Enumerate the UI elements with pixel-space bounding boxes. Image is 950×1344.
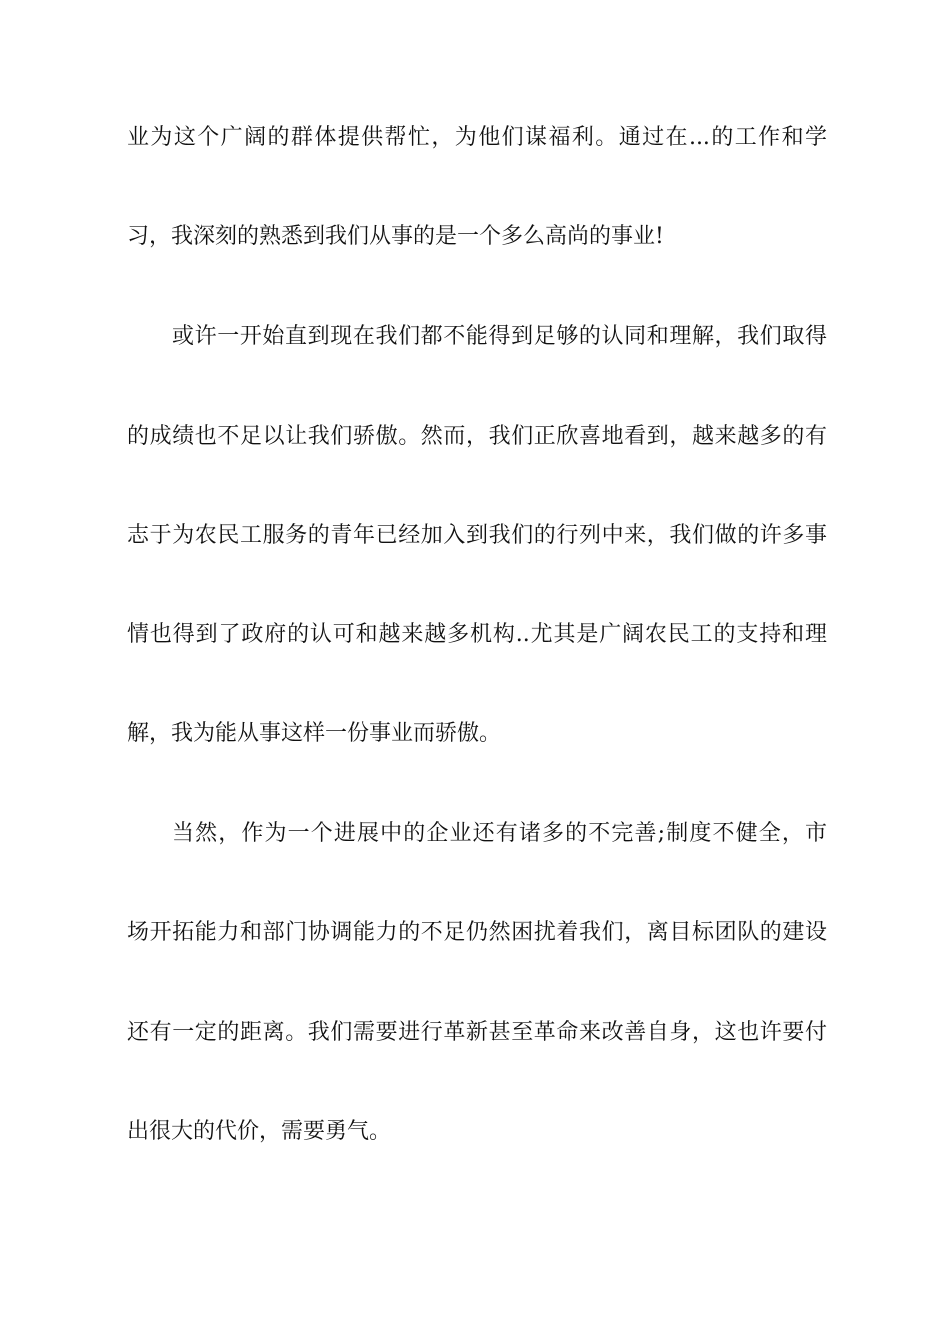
paragraph-2-line-4: 情也得到了政府的认可和越来越多机构..尤其是广阔农民工的支持和理 <box>127 622 827 647</box>
paragraph-3-line-4: 出很大的代价，需要勇气。 <box>127 1119 392 1144</box>
paragraph-2-line-1: 或许一开始直到现在我们都不能得到足够的认同和理解，我们取得 <box>172 324 827 349</box>
paragraph-3-line-2: 场开拓能力和部门协调能力的不足仍然困扰着我们，离目标团队的建设 <box>127 920 827 945</box>
paragraph-3-line-3: 还有一定的距离。我们需要进行革新甚至革命来改善自身，这也许要付 <box>127 1020 827 1045</box>
paragraph-1-line-2: 习，我深刻的熟悉到我们从事的是一个多么高尚的事业! <box>127 224 664 249</box>
paragraph-1-line-1: 业为这个广阔的群体提供帮忙，为他们谋福利。通过在...的工作和学 <box>127 125 827 150</box>
paragraph-3-line-1: 当然，作为一个进展中的企业还有诸多的不完善;制度不健全，市 <box>172 821 827 846</box>
paragraph-2-line-2: 的成绩也不足以让我们骄傲。然而，我们正欣喜地看到，越来越多的有 <box>127 424 827 449</box>
paragraph-2-line-3: 志于为农民工服务的青年已经加入到我们的行列中来，我们做的许多事 <box>127 523 827 548</box>
paragraph-2-line-5: 解，我为能从事这样一份事业而骄傲。 <box>127 721 502 746</box>
